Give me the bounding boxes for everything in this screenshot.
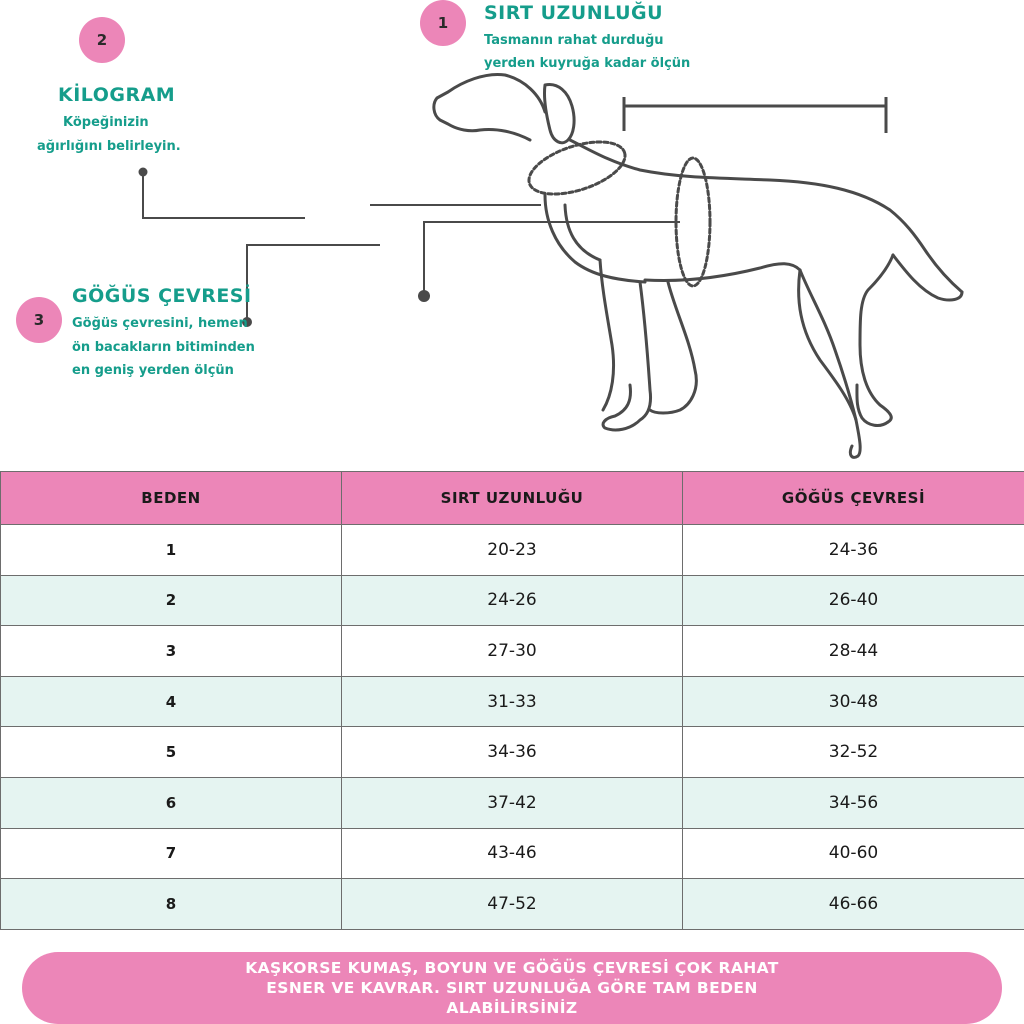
- dog-front-leg-1: [603, 282, 650, 430]
- dog-ear: [544, 84, 574, 142]
- size-cell: 4: [1, 676, 342, 727]
- chest-marker: [247, 245, 380, 322]
- chest-title: GÖĞÜS ÇEVRESİ: [72, 285, 252, 307]
- step-1-badge: 1: [420, 0, 466, 46]
- table-row: [1, 727, 1024, 778]
- table-row: [1, 626, 1024, 677]
- header-chest: GÖĞÜS ÇEVRESİ: [683, 472, 1024, 525]
- header-size: BEDEN: [1, 472, 342, 525]
- step-3-badge: 3: [16, 297, 62, 343]
- fabric-note-text: KAŞKORSE KUMAŞ, BOYUN VE GÖĞÜS ÇEVRESİ ÇOK RAHAT ESNER VE KAVRAR. SIRT UZUNLUĞA GÖRE TAM BEDEN ALABİLİRSİNİZ: [245, 959, 779, 1017]
- chest-cell: 24-36: [683, 525, 1024, 576]
- chest-cell: 28-44: [683, 626, 1024, 677]
- back-length-cell: 43-46: [342, 828, 683, 879]
- back-length-cell: 20-23: [342, 525, 683, 576]
- table-row: [1, 879, 1024, 930]
- size-cell: 8: [1, 879, 342, 930]
- weight-marker: [143, 172, 305, 218]
- size-cell: 5: [1, 727, 342, 778]
- size-table: [0, 471, 1024, 930]
- fabric-note-banner: [22, 952, 1002, 1024]
- step-2-badge: 2: [79, 17, 125, 63]
- table-row: [1, 525, 1024, 576]
- back-length-desc-2: yerden kuyruğa kadar ölçün: [484, 56, 691, 71]
- dog-hind-leg: [800, 270, 860, 457]
- chest-cell: 40-60: [683, 828, 1024, 879]
- size-cell: 3: [1, 626, 342, 677]
- header-back-length: SIRT UZUNLUĞU: [342, 472, 683, 525]
- chest-cell: 34-56: [683, 777, 1024, 828]
- chest-cell: 32-52: [683, 727, 1024, 778]
- back-length-cell: 27-30: [342, 626, 683, 677]
- chest-desc-3: en geniş yerden ölçün: [72, 363, 234, 378]
- back-length-marker: [624, 97, 886, 133]
- table-row: [1, 676, 1024, 727]
- chest-desc-2: ön bacakların bitiminden: [72, 340, 255, 355]
- table-row: [1, 828, 1024, 879]
- size-cell: 2: [1, 575, 342, 626]
- weight-desc-1: Köpeğinizin: [63, 115, 149, 130]
- table-row: [1, 777, 1024, 828]
- back-length-cell: 37-42: [342, 777, 683, 828]
- weight-desc-2: ağırlığını belirleyin.: [37, 139, 181, 154]
- back-length-cell: 24-26: [342, 575, 683, 626]
- back-length-desc-1: Tasmanın rahat durduğu: [484, 33, 664, 48]
- dog-rear: [860, 255, 893, 422]
- chest-cell: 26-40: [683, 575, 1024, 626]
- chest-desc-1: Göğüs çevresini, hemen: [72, 316, 248, 331]
- dog-belly: [645, 264, 800, 281]
- dog-front-leg-2: [650, 282, 696, 413]
- back-length-cell: 34-36: [342, 727, 683, 778]
- back-length-cell: 47-52: [342, 879, 683, 930]
- chest-cell: 30-48: [683, 676, 1024, 727]
- dog-chest: [545, 195, 645, 282]
- table-header-row: [1, 472, 1024, 525]
- dog-tail: [893, 255, 962, 300]
- back-length-cell: 31-33: [342, 676, 683, 727]
- size-cell: 1: [1, 525, 342, 576]
- size-cell: 7: [1, 828, 342, 879]
- chest-cell: 46-66: [683, 879, 1024, 930]
- size-cell: 6: [1, 777, 342, 828]
- dog-head: [434, 74, 545, 140]
- back-length-title: SIRT UZUNLUĞU: [484, 2, 664, 24]
- table-row: [1, 575, 1024, 626]
- dog-rear-foot: [857, 385, 888, 425]
- weight-title: KİLOGRAM: [58, 84, 176, 106]
